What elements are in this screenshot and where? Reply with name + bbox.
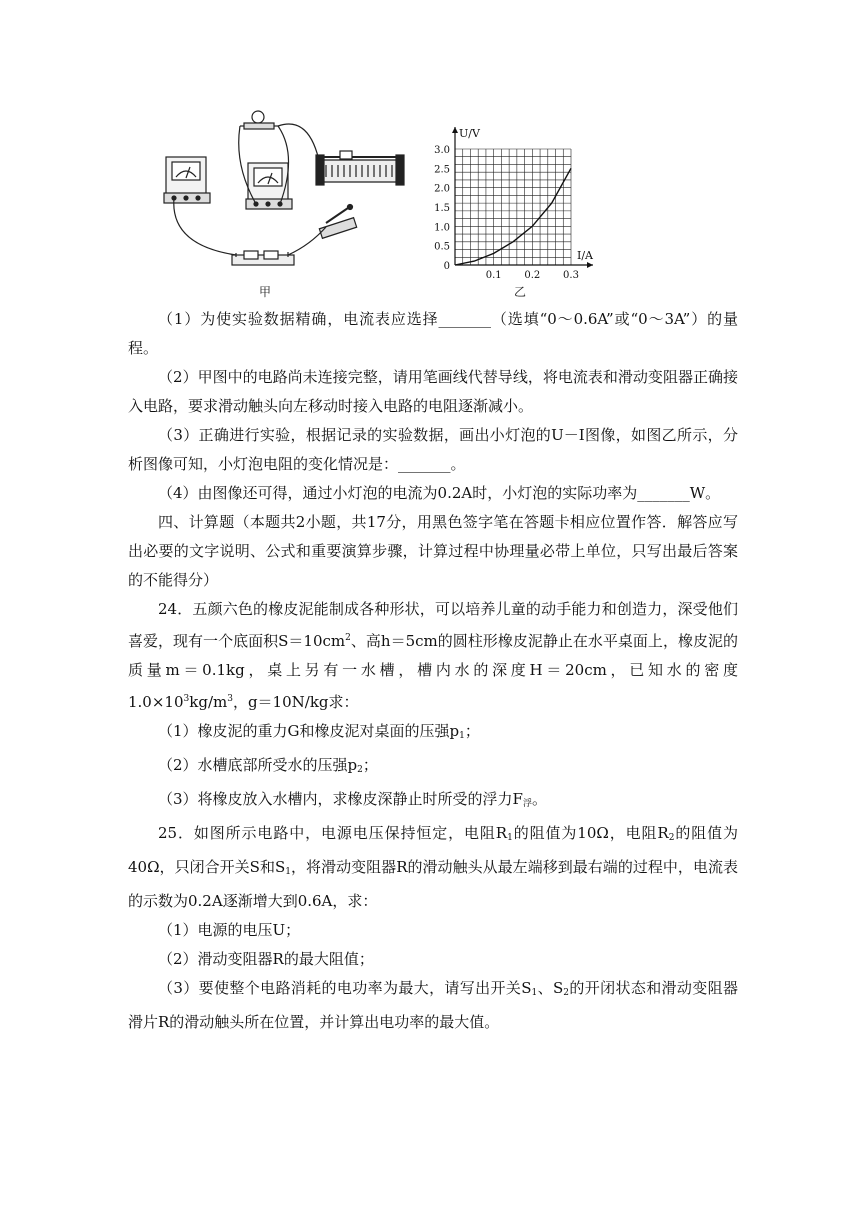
circuit-apparatus-figure xyxy=(160,105,420,280)
y-tick-label: 1.0 xyxy=(434,222,450,234)
u-i-curve xyxy=(455,168,571,265)
y-tick-label: 0.5 xyxy=(434,241,450,253)
q23-part3: （3）正确进行实验，根据记录的实验数据，画出小灯泡的U－I图像，如图乙所示，分析图像可知，小灯泡电阻的变化情况是：_______。 xyxy=(128,426,738,473)
q23-part1: （1）为使实验数据精确，电流表应选择_______（选填“0～0.6A”或“0～3A”）的量程。 xyxy=(128,310,738,357)
q24-part2: （2）水槽底部所受水的压强$p_2$； xyxy=(158,756,378,775)
question-text xyxy=(128,305,738,1037)
figure-jia-caption: 甲 xyxy=(259,285,272,299)
q24-stem: 24．五颜六色的橡皮泥能制成各种形状，可以培养儿童的动手能力和创造力，深受他们喜爱，现有一个底面积$S=10cm^2$、高h＝5cm的圆柱形橡皮泥静止在水平桌面上，橡皮泥的质量m＝0.1kg，桌上另有一水槽，槽内水的深度H＝20cm，已知水的密度$1.0\times 10^3kg/m^3$，g＝10N/kg求： xyxy=(128,600,738,711)
wire xyxy=(278,124,320,165)
q25-part2: （2）滑动变阻器R的最大阻值； xyxy=(158,950,374,968)
q24-part3: （3）将橡皮放入水槽内，求橡皮深静止时所受的浮力$F_浮$。 xyxy=(158,790,547,809)
x-axis-arrow-icon xyxy=(587,262,593,268)
x-tick-label: 0.3 xyxy=(563,270,579,281)
y-tick-label: 1.5 xyxy=(434,203,450,214)
ammeter-icon xyxy=(164,157,210,203)
switch-icon xyxy=(319,205,356,239)
y-tick-label: 2.0 xyxy=(434,183,450,195)
q25-part3: （3）要使整个电路消耗的电功率为最大，请写出开关$S_1$、$S_2$的开闭状态和滑动变阻器滑片R的滑动触头所在位置，并计算出电功率的最大值。 xyxy=(128,979,739,1031)
wire xyxy=(174,198,236,255)
y-tick-label: 0 xyxy=(443,261,450,272)
y-axis-arrow-icon xyxy=(452,127,458,133)
q23-part4: （4）由图像还可得，通过小灯泡的电流为0.2A时，小灯泡的实际功率为_______W。 xyxy=(158,484,721,502)
q24-part1: （1）橡皮泥的重力G和橡皮泥对桌面的压强$p_1$； xyxy=(158,722,480,741)
y-tick-label: 3.0 xyxy=(434,145,450,156)
y-tick-label: 2.5 xyxy=(434,164,450,176)
u-i-graph xyxy=(425,120,625,295)
rheostat-icon xyxy=(316,151,404,185)
x-tick-label: 0.1 xyxy=(485,270,502,281)
q23-part2: （2）甲图中的电路尚未连接完整，请用笔画线代替导线，将电流表和滑动变阻器正确接入电路，要求滑动触头向左移动时接入电路的电阻逐渐减小。 xyxy=(128,368,738,415)
figures-row xyxy=(160,105,620,305)
battery-icon xyxy=(232,251,294,265)
section4-heading: 四、计算题（本题共2小题，共17分，用黑色签字笔在答题卡相应位置作答．解答应写出必要的文字说明、公式和重要演算步骤，计算过程中协理量必带上单位，只写出最后答案的不能得分） xyxy=(128,513,738,589)
lamp-icon xyxy=(240,111,278,129)
x-tick-label: 0.2 xyxy=(524,270,541,281)
y-axis-label: U/V xyxy=(459,127,480,140)
x-axis-label: I/A xyxy=(577,249,593,262)
figure-yi-caption: 乙 xyxy=(514,285,527,299)
q25-stem: 25．如图所示电路中，电源电压保持恒定，电阻$R_1$的阻值为10Ω，电阻$R_2$的阻值为40Ω，只闭合开关S和$S_1$，将滑动变阻器R的滑动触头从最左端移到最右端的过程中，电流表的示数为0.2A逐渐增大到0.6A，求： xyxy=(128,824,738,910)
q25-part1: （1）电源的电压U； xyxy=(158,921,301,939)
